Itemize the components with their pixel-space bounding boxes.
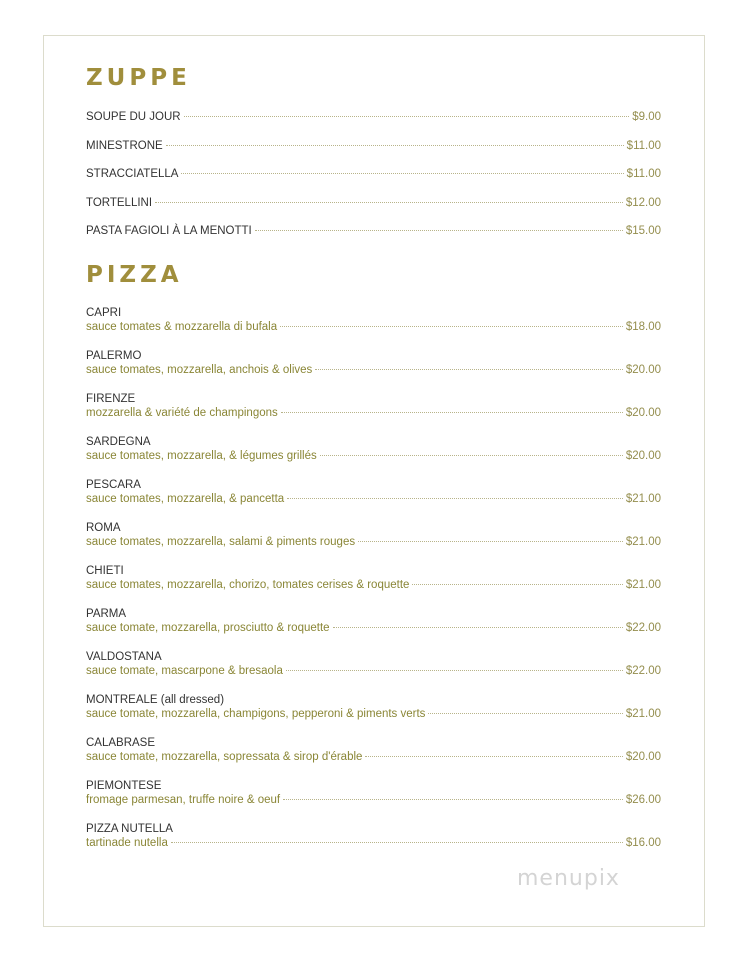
item-price: $21.00	[625, 536, 661, 548]
dotted-leader	[155, 202, 623, 203]
item-description: sauce tomate, mozzarella, champigons, pepperoni & piments verts	[86, 708, 426, 720]
item-price: $9.00	[632, 111, 661, 123]
menupix-watermark: menupix	[517, 866, 620, 891]
item-name: FIRENZE	[86, 393, 136, 405]
item-name: CAPRI	[86, 307, 122, 319]
dotted-leader	[287, 498, 623, 499]
menu-item	[86, 139, 661, 168]
menu-item	[86, 564, 661, 607]
zuppe-list	[86, 110, 661, 253]
item-description: mozzarella & variété de champingons	[86, 407, 278, 419]
dotted-leader	[181, 173, 623, 174]
item-detail-row	[86, 535, 661, 549]
item-name: ROMA	[86, 522, 121, 534]
item-price: $22.00	[625, 665, 661, 677]
item-name: PESCARA	[86, 479, 141, 491]
dotted-leader	[286, 670, 623, 671]
dotted-leader	[281, 412, 623, 413]
dotted-leader	[428, 713, 622, 714]
item-name: MINESTRONE	[86, 139, 163, 152]
dotted-leader	[184, 116, 630, 117]
item-description: sauce tomate, mascarpone & bresaola	[86, 665, 283, 677]
dotted-leader	[315, 369, 623, 370]
dotted-leader	[320, 455, 623, 456]
dotted-leader	[412, 584, 622, 585]
dotted-leader	[166, 145, 624, 146]
pizza-section	[86, 261, 661, 289]
item-price: $15.00	[625, 225, 661, 237]
item-detail-row	[86, 664, 661, 678]
item-name: TORTELLINI	[86, 196, 153, 209]
item-name: PIZZA NUTELLA	[86, 823, 173, 835]
item-detail-row	[86, 707, 661, 721]
item-name: VALDOSTANA	[86, 651, 162, 663]
item-name: SARDEGNA	[86, 436, 151, 448]
item-description: sauce tomates, mozzarella, chorizo, tomates cerises & roquette	[86, 579, 410, 591]
item-detail-row	[86, 836, 661, 850]
menu-item	[86, 607, 661, 650]
menu-item	[86, 306, 661, 349]
dotted-leader	[365, 756, 622, 757]
item-name: CHIETI	[86, 565, 124, 577]
item-description: sauce tomate, mozzarella, prosciutto & roquette	[86, 622, 330, 634]
menu-item	[86, 478, 661, 521]
item-name: PIEMONTESE	[86, 780, 162, 792]
dotted-leader	[255, 230, 623, 231]
menu-item	[86, 196, 661, 225]
menu-item	[86, 650, 661, 693]
item-name: SOUPE DU JOUR	[86, 111, 181, 123]
item-price: $16.00	[625, 837, 661, 849]
item-price: $11.00	[626, 168, 661, 180]
item-name: STRACCIATELLA	[86, 168, 179, 180]
item-detail-row	[86, 621, 661, 635]
menu-item	[86, 736, 661, 779]
section-title-pizza: PIZZA	[86, 262, 183, 288]
dotted-leader	[280, 326, 623, 327]
item-description: sauce tomates, mozzarella, salami & piments rouges	[86, 536, 356, 548]
item-description: fromage parmesan, truffe noire & oeuf	[86, 794, 281, 806]
item-description: sauce tomates, mozzarella, & légumes grillés	[86, 450, 317, 462]
dotted-leader	[333, 627, 623, 628]
item-price: $20.00	[625, 364, 661, 376]
item-price: $21.00	[625, 708, 661, 720]
item-description: sauce tomates, mozzarella, & pancetta	[86, 493, 285, 505]
item-name: PASTA FAGIOLI À LA MENOTTI	[86, 225, 252, 237]
item-description: sauce tomates, mozzarella, anchois & olives	[86, 364, 313, 376]
item-detail-row	[86, 320, 661, 334]
menu-item	[86, 110, 661, 139]
item-description: sauce tomates & mozzarella di bufala	[86, 321, 278, 333]
pizza-list	[86, 306, 661, 865]
item-price: $21.00	[625, 493, 661, 505]
menu-item	[86, 224, 661, 253]
dotted-leader	[358, 541, 623, 542]
item-detail-row	[86, 750, 661, 764]
item-price: $20.00	[625, 407, 661, 419]
item-detail-row	[86, 449, 661, 463]
item-name: MONTREALE (all dressed)	[86, 694, 225, 706]
zuppe-section	[86, 64, 661, 92]
menu-item	[86, 349, 661, 392]
item-price: $18.00	[625, 321, 661, 333]
item-description: sauce tomate, mozzarella, sopressata & sirop d'érable	[86, 751, 363, 763]
section-title-zuppe: ZUPPE	[86, 65, 191, 91]
item-price: $12.00	[625, 196, 661, 209]
item-detail-row	[86, 406, 661, 420]
item-name: PALERMO	[86, 350, 142, 362]
menu-item	[86, 392, 661, 435]
item-price: $20.00	[625, 450, 661, 462]
item-detail-row	[86, 578, 661, 592]
item-price: $11.00	[626, 139, 661, 152]
item-description: tartinade nutella	[86, 837, 168, 849]
item-price: $20.00	[625, 751, 661, 763]
item-name: PARMA	[86, 608, 127, 620]
dotted-leader	[171, 842, 623, 843]
item-detail-row	[86, 492, 661, 506]
item-name: CALABRASE	[86, 737, 156, 749]
menu-item	[86, 822, 661, 865]
menu-item	[86, 779, 661, 822]
menu-item	[86, 693, 661, 736]
item-detail-row	[86, 363, 661, 377]
item-price: $21.00	[625, 579, 661, 591]
menu-item	[86, 167, 661, 196]
item-price: $26.00	[625, 794, 661, 806]
menu-item	[86, 521, 661, 564]
menu-item	[86, 435, 661, 478]
dotted-leader	[283, 799, 623, 800]
item-price: $22.00	[625, 622, 661, 634]
item-detail-row	[86, 793, 661, 807]
